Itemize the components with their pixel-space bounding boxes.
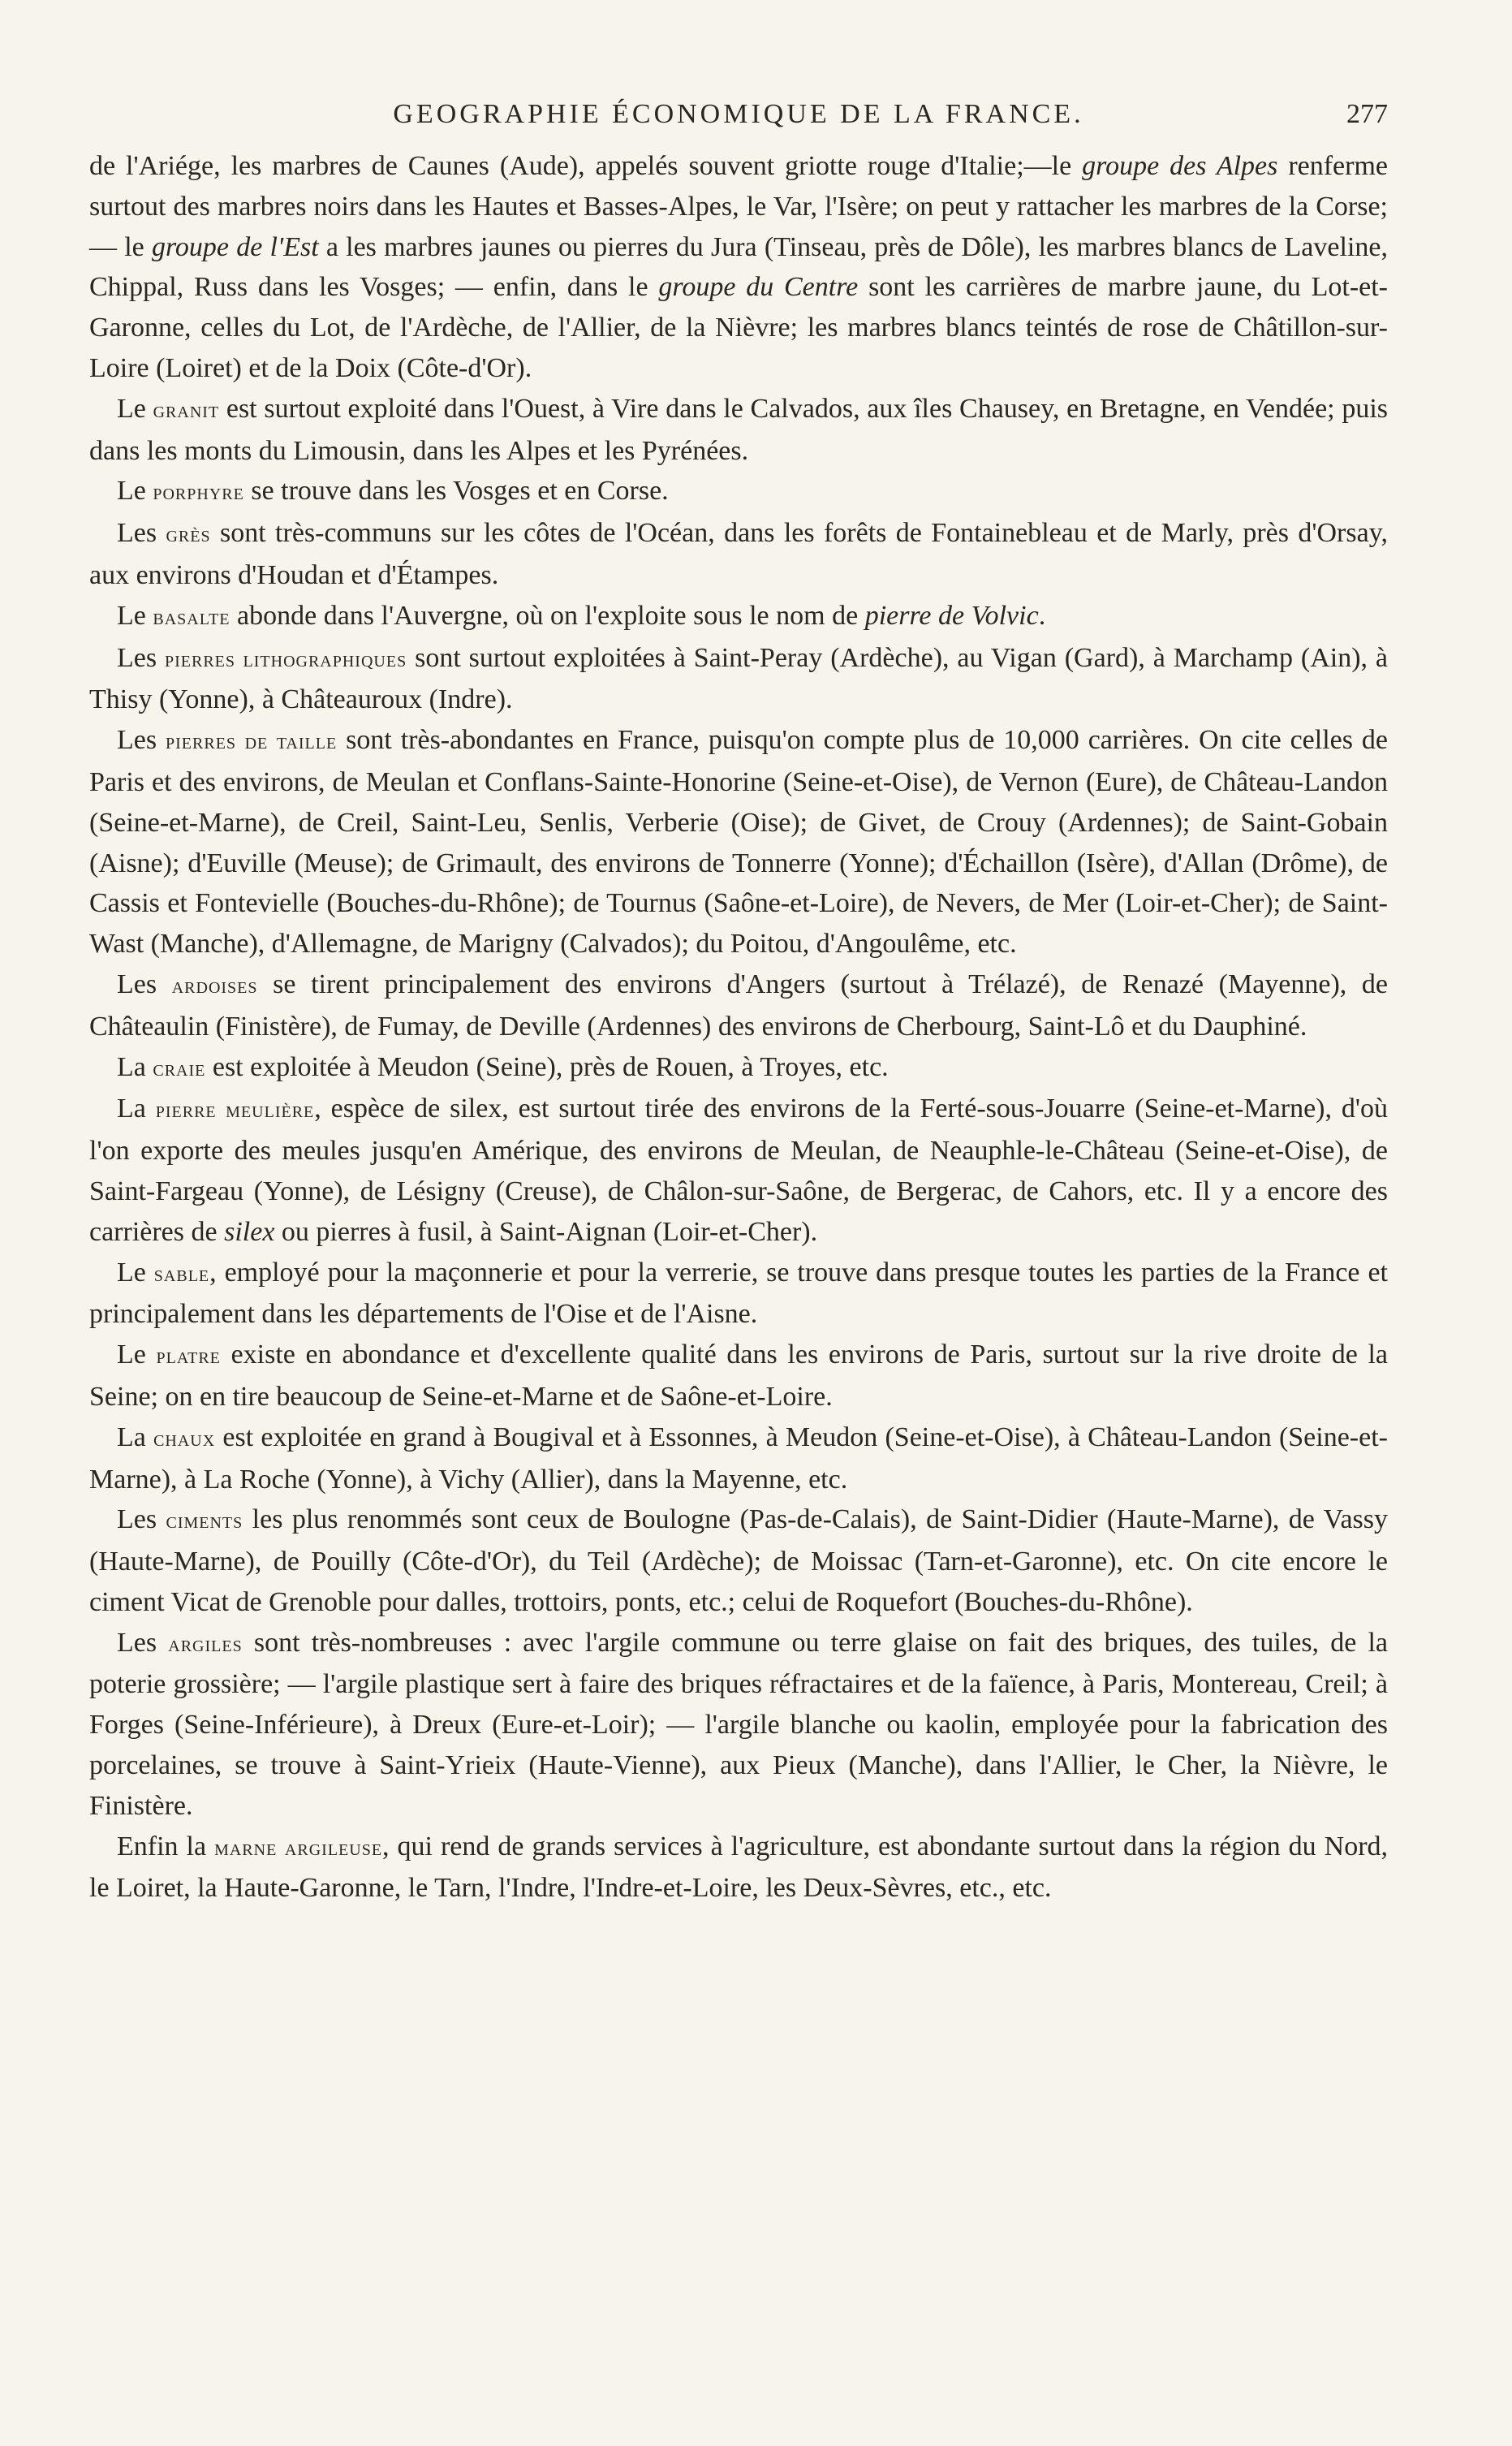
paragraph-term: sable [153, 1261, 210, 1287]
paragraph-lead: Enfin la [117, 1831, 215, 1861]
paragraph-text: est exploitée à Meudon (Seine), près de Rouen, à Troyes, etc. [205, 1051, 889, 1082]
paragraph-pierres-de-taille [89, 720, 1388, 964]
text-run: de l'Ariége, les marbres de Caunes (Aude), appelés souvent griotte rouge d'Italie;—le [89, 151, 1083, 181]
paragraph-lead: La [117, 1051, 153, 1082]
italic-phrase: pierre de Volvic [864, 600, 1039, 631]
paragraph-text: est exploitée en grand à Bougival et à Essonnes, à Meudon (Seine-et-Oise), à Château-Landon (Seine-et-Marne), à La Roche (Yonne), à Vichy (Allier), dans la Mayenne, etc. [89, 1421, 1388, 1495]
paragraph-marne-argileuse [89, 1827, 1388, 1909]
paragraph-text: sont très-communs sur les côtes de l'Océan, dans les forêts de Fontainebleau et de Marly, près d'Orsay, aux environs d'Houdan et d'Étampes. [89, 518, 1388, 590]
paragraph-lead: Les [117, 518, 166, 549]
paragraph-ardoises [89, 964, 1388, 1047]
paragraph-sable [89, 1253, 1388, 1335]
paragraph-text: sont très-nombreuses : avec l'argile commune ou terre glaise on fait des briques, des tuiles, de la poterie grossière; — l'argile plastique sert à faire des briques réfractaires et de la faïence, à Paris, Montereau, Creil; à Forges (Seine-Inférieure), à Dreux (Eure-et-Loir); — l'argile blanche ou kaolin, employée pour la fabrication des porcelaines, se trouve à Saint-Yrieix (Haute-Vienne), aux Pieux (Manche), dans l'Allier, le Cher, la Nièvre, le Finistère. [89, 1627, 1389, 1821]
paragraph-term: pierre meulière [155, 1098, 315, 1124]
paragraph-lead: Le [117, 393, 153, 424]
paragraph-lead: Le [117, 600, 153, 631]
paragraph-term: granit [153, 397, 220, 423]
paragraph-lead: Le [117, 476, 153, 507]
paragraph-text: sont très-abondantes en France, puisqu'on compte plus de 10,000 carrières. On cite celles de Paris et des environs, de Meulan et Conflans-Sainte-Honorine (Seine-et-Oise), de Vernon (Eure), de Château-Landon (Seine-et-Marne), de Creil, Saint-Leu, Senlis, Verberie (Oise); de Givet, de Crouy (Ardennes); de Saint-Gobain (Aisne); d'Euville (Meuse); de Grimault, des environs de Tonnerre (Yonne); d'Échaillon (Isère), d'Allan (Drôme), de Cassis et Fontevielle (Bouches-du-Rhône); de Tournus (Saône-et-Loire), de Nevers, de Mer (Loir-et-Cher); de Saint-Wast (Manche), d'Allemagne, de Marigny (Calvados); du Poitou, d'Angoulême, etc. [89, 725, 1388, 960]
paragraph-ciments [89, 1499, 1388, 1622]
paragraph-term: ciments [166, 1508, 243, 1534]
paragraph-lead: Les [117, 968, 172, 999]
paragraph-lead: Les [117, 1627, 169, 1658]
text-run: sont les carrières de marbre jaune, du Lot-et-Garonne, celles du Lot, de l'Ardèche, de l'Allier, de la Nièvre; les marbres blancs teintés de rose de Châtillon-sur-Loire (Loiret) et de la Doix (Côte-d'Or). [89, 272, 1388, 383]
paragraph-text: sont surtout exploitées à Saint-Peray (Ardèche), au Vigan (Gard), à Marchamp (Ain), à Thisy (Yonne), à Châteauroux (Indre). [89, 642, 1388, 715]
paragraph-pierre-meuliere [89, 1089, 1388, 1252]
paragraph-text: les plus renommés sont ceux de Boulogne (Pas-de-Calais), de Saint-Didier (Haute-Marne), de Vassy (Haute-Marne), de Pouilly (Côte-d'Or), du Teil (Ardèche); de Moissac (Tarn-et-Garonne), etc. On cite encore le ciment Vicat de Grenoble pour dalles, trottoirs, ponts, etc.; celui de Roquefort (Bouches-du-Rhône). [89, 1504, 1388, 1617]
paragraph-end: . [1038, 600, 1046, 631]
paragraph-pierres-lithographiques [89, 638, 1388, 721]
body-text [89, 146, 1388, 1909]
paragraph-text: se tirent principalement des environs d'Angers (surtout à Trélazé), de Renazé (Mayenne), de Châteaulin (Finistère), de Fumay, de Deville (Ardennes) des environs de Cherbourg, Saint-Lô et du Dauphiné. [89, 968, 1388, 1042]
running-title: GEOGRAPHIE ÉCONOMIQUE DE LA FRANCE. [393, 99, 1084, 129]
paragraph-text: , espèce de silex, est surtout tirée des environs de la Ferté-sous-Jouarre (Seine-et-Marne), d'où l'on exporte des meules jusqu'en Amérique, des environs de Meulan, de Neauphle-le-Château (Seine-et-Oise), de Saint-Fargeau (Yonne), de Lésigny (Creuse), de Châlon-sur-Saône, de Bergerac, de Cahors, etc. Il y a encore des carrières de [89, 1094, 1388, 1247]
paragraph-lead: Les [117, 1504, 166, 1535]
paragraph-granit [89, 389, 1388, 472]
paragraph-basalte [89, 596, 1388, 638]
paragraph-gres [89, 513, 1388, 596]
paragraph-lead: Les [117, 642, 165, 673]
paragraph-porphyre [89, 471, 1388, 513]
paragraph-term: basalte [153, 604, 230, 630]
paragraph-lead: La [117, 1421, 154, 1452]
paragraph-lead: La [117, 1094, 156, 1124]
paragraph-text: abonde dans l'Auvergne, où on l'exploite sous le nom de [230, 600, 865, 631]
paragraph-term: pierres lithographiques [164, 646, 407, 672]
paragraph-text: , qui rend de grands services à l'agriculture, est abondante surtout dans la région du Nord, le Loiret, la Haute-Garonne, le Tarn, l'Indre, l'Indre-et-Loire, les Deux-Sèvres, etc., etc. [89, 1831, 1389, 1904]
running-header [89, 96, 1388, 135]
paragraph-text: se trouve dans les Vosges et en Corse. [243, 476, 669, 507]
paragraph-end: ou pierres à fusil, à Saint-Aignan (Loir-et-Cher). [274, 1216, 818, 1247]
paragraph-term: pierres de taille [166, 729, 338, 755]
paragraph-term: argiles [168, 1631, 243, 1657]
paragraph-term: chaux [153, 1426, 216, 1452]
paragraph-lead: Le [117, 1339, 157, 1370]
paragraph-term: ardoises [171, 973, 258, 999]
italic-phrase: groupe du Centre [658, 272, 859, 303]
italic-phrase: groupe des Alpes [1082, 151, 1278, 181]
paragraph-marbres [89, 146, 1388, 389]
paragraph-chaux [89, 1417, 1388, 1500]
page-number: 277 [1346, 99, 1388, 129]
paragraph-term: marne argileuse [214, 1835, 383, 1861]
paragraph-term: porphyre [153, 480, 244, 506]
paragraph-term: grès [166, 522, 211, 548]
paragraph-platre [89, 1335, 1388, 1417]
paragraph-lead: Le [117, 1257, 154, 1288]
paragraph-term: craie [153, 1055, 206, 1081]
paragraph-text: existe en abondance et d'excellente qualité dans les environs de Paris, surtout sur la rive droite de la Seine; on en tire beaucoup de Seine-et-Marne et de Saône-et-Loire. [89, 1339, 1389, 1412]
italic-phrase: silex [224, 1216, 275, 1247]
text-run: renferme surtout des marbres noirs dans les Hautes et Basses-Alpes, le Var, l'Isère; on peut y rattacher les marbres de la Corse; — le [89, 151, 1389, 262]
paragraph-text: est surtout exploité dans l'Ouest, à Vire dans le Calvados, aux îles Chausey, en Bretagne, en Vendée; puis dans les monts du Limousin, dans les Alpes et les Pyrénées. [89, 393, 1389, 466]
paragraph-text: , employé pour la maçonnerie et pour la verrerie, se trouve dans presque toutes les parties de la France et principalement dans les départements de l'Oise et de l'Aisne. [89, 1257, 1388, 1330]
paragraph-craie [89, 1047, 1388, 1089]
paragraph-lead: Les [117, 725, 166, 756]
italic-phrase: groupe de l'Est [151, 231, 319, 262]
paragraph-argiles [89, 1623, 1388, 1827]
text-run: a les marbres jaunes ou pierres du Jura (Tinseau, près de Dôle), les marbres blancs de Laveline, Chippal, Russ dans les Vosges; — enfin, dans le [89, 231, 1388, 303]
paragraph-term: platre [156, 1344, 221, 1370]
